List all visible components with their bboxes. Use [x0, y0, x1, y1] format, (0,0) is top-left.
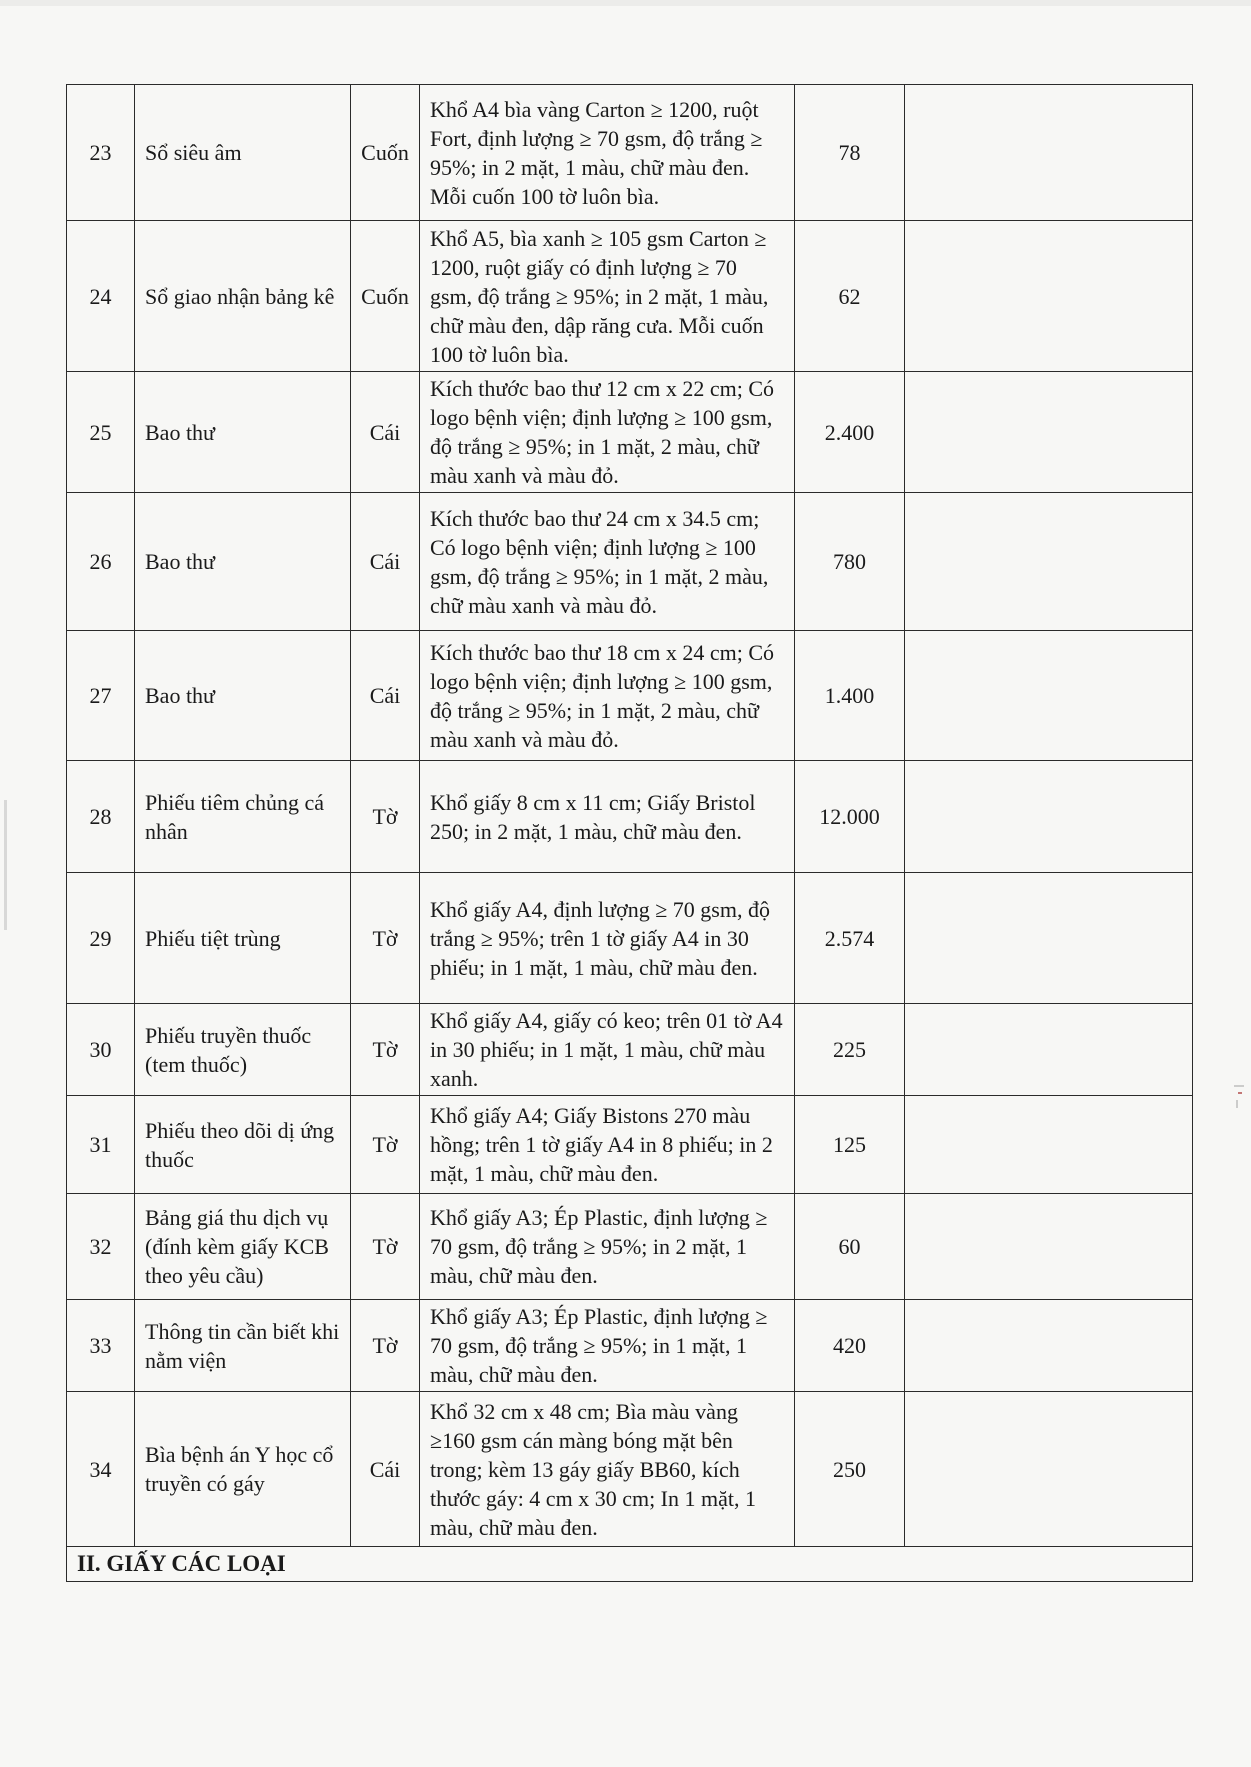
table-row	[67, 631, 1193, 761]
item-number: 32	[67, 1194, 135, 1300]
item-specification: Khổ giấy A4, định lượng ≥ 70 gsm, độ trắng ≥ 95%; trên 1 tờ giấy A4 in 30 phiếu; in 1 mặt, 1 màu, chữ màu đen.	[420, 873, 795, 1004]
item-unit: Cái	[351, 1392, 420, 1547]
section-row	[67, 1547, 1193, 1582]
table-row	[67, 493, 1193, 631]
item-specification: Khổ giấy A4; Giấy Bistons 270 màu hồng; trên 1 tờ giấy A4 in 8 phiếu; in 2 mặt, 1 màu, chữ màu đen.	[420, 1096, 795, 1194]
item-quantity: 2.400	[795, 372, 905, 493]
table-row	[67, 1300, 1193, 1392]
item-unit: Tờ	[351, 1004, 420, 1096]
item-name: Phiếu truyền thuốc (tem thuốc)	[135, 1004, 351, 1096]
item-quantity: 420	[795, 1300, 905, 1392]
item-unit: Tờ	[351, 873, 420, 1004]
item-unit: Cái	[351, 493, 420, 631]
item-name: Bao thư	[135, 631, 351, 761]
table-row	[67, 1194, 1193, 1300]
item-quantity: 62	[795, 221, 905, 372]
empty-cell	[905, 1194, 1193, 1300]
item-specification: Khổ giấy A3; Ép Plastic, định lượng ≥ 70 gsm, độ trắng ≥ 95%; in 1 mặt, 1 màu, chữ màu đen.	[420, 1300, 795, 1392]
supply-items-table	[66, 84, 1193, 1582]
table-row	[67, 1392, 1193, 1547]
item-specification: Khổ giấy 8 cm x 11 cm; Giấy Bristol 250; in 2 mặt, 1 màu, chữ màu đen.	[420, 761, 795, 873]
item-number: 25	[67, 372, 135, 493]
empty-cell	[905, 372, 1193, 493]
scan-artifact	[1238, 1092, 1242, 1094]
item-name: Sổ siêu âm	[135, 85, 351, 221]
empty-cell	[905, 873, 1193, 1004]
item-number: 30	[67, 1004, 135, 1096]
item-specification: Kích thước bao thư 24 cm x 34.5 cm; Có logo bệnh viện; định lượng ≥ 100 gsm, độ trắng ≥ 95%; in 1 mặt, 2 màu, chữ màu xanh và màu đỏ.	[420, 493, 795, 631]
empty-cell	[905, 1096, 1193, 1194]
item-unit: Cuốn	[351, 85, 420, 221]
item-name: Bảng giá thu dịch vụ (đính kèm giấy KCB theo yêu cầu)	[135, 1194, 351, 1300]
table-row	[67, 1004, 1193, 1096]
item-specification: Khổ A4 bìa vàng Carton ≥ 1200, ruột Fort, định lượng ≥ 70 gsm, độ trắng ≥ 95%; in 2 mặt, 1 màu, chữ màu đen. Mỗi cuốn 100 tờ luôn bìa.	[420, 85, 795, 221]
table-row	[67, 372, 1193, 493]
item-name: Bìa bệnh án Y học cổ truyền có gáy	[135, 1392, 351, 1547]
page-top-edge	[0, 0, 1251, 6]
empty-cell	[905, 631, 1193, 761]
item-unit: Tờ	[351, 1194, 420, 1300]
section-heading: II. GIẤY CÁC LOẠI	[67, 1547, 1193, 1582]
item-specification: Khổ A5, bìa xanh ≥ 105 gsm Carton ≥ 1200, ruột giấy có định lượng ≥ 70 gsm, độ trắng ≥ 95%; in 2 mặt, 1 màu, chữ màu đen, dập răng cưa. Mỗi cuốn 100 tờ luôn bìa.	[420, 221, 795, 372]
item-quantity: 225	[795, 1004, 905, 1096]
empty-cell	[905, 85, 1193, 221]
item-unit: Tờ	[351, 1096, 420, 1194]
empty-cell	[905, 1392, 1193, 1547]
item-specification: Kích thước bao thư 12 cm x 22 cm; Có logo bệnh viện; định lượng ≥ 100 gsm, độ trắng ≥ 95%; in 1 mặt, 2 màu, chữ màu xanh và màu đỏ.	[420, 372, 795, 493]
empty-cell	[905, 1004, 1193, 1096]
item-quantity: 250	[795, 1392, 905, 1547]
item-name: Phiếu theo dõi dị ứng thuốc	[135, 1096, 351, 1194]
item-name: Sổ giao nhận bảng kê	[135, 221, 351, 372]
item-unit: Cuốn	[351, 221, 420, 372]
item-name: Phiếu tiêm chủng cá nhân	[135, 761, 351, 873]
scan-artifact	[1236, 1100, 1238, 1108]
item-number: 23	[67, 85, 135, 221]
table-row	[67, 1096, 1193, 1194]
item-quantity: 2.574	[795, 873, 905, 1004]
item-specification: Khổ giấy A3; Ép Plastic, định lượng ≥ 70 gsm, độ trắng ≥ 95%; in 2 mặt, 1 màu, chữ màu đen.	[420, 1194, 795, 1300]
table-row	[67, 221, 1193, 372]
scan-artifact	[4, 800, 7, 930]
item-number: 27	[67, 631, 135, 761]
item-name: Phiếu tiệt trùng	[135, 873, 351, 1004]
empty-cell	[905, 1300, 1193, 1392]
item-number: 28	[67, 761, 135, 873]
item-specification: Khổ 32 cm x 48 cm; Bìa màu vàng ≥160 gsm cán màng bóng mặt bên trong; kèm 13 gáy giấy BB60, kích thước gáy: 4 cm x 30 cm; In 1 mặt, 1 màu, chữ màu đen.	[420, 1392, 795, 1547]
item-quantity: 1.400	[795, 631, 905, 761]
item-number: 29	[67, 873, 135, 1004]
item-unit: Tờ	[351, 761, 420, 873]
item-unit: Tờ	[351, 1300, 420, 1392]
table-row	[67, 873, 1193, 1004]
item-number: 26	[67, 493, 135, 631]
item-quantity: 12.000	[795, 761, 905, 873]
item-name: Bao thư	[135, 493, 351, 631]
item-number: 33	[67, 1300, 135, 1392]
table-row	[67, 85, 1193, 221]
item-number: 31	[67, 1096, 135, 1194]
item-specification: Kích thước bao thư 18 cm x 24 cm; Có logo bệnh viện; định lượng ≥ 100 gsm, độ trắng ≥ 95%; in 1 mặt, 2 màu, chữ màu xanh và màu đỏ.	[420, 631, 795, 761]
item-number: 34	[67, 1392, 135, 1547]
item-quantity: 780	[795, 493, 905, 631]
item-unit: Cái	[351, 372, 420, 493]
item-specification: Khổ giấy A4, giấy có keo; trên 01 tờ A4 in 30 phiếu; in 1 mặt, 1 màu, chữ màu xanh.	[420, 1004, 795, 1096]
item-quantity: 78	[795, 85, 905, 221]
table-row	[67, 761, 1193, 873]
item-number: 24	[67, 221, 135, 372]
empty-cell	[905, 221, 1193, 372]
item-quantity: 125	[795, 1096, 905, 1194]
scan-artifact	[1234, 1085, 1244, 1087]
empty-cell	[905, 761, 1193, 873]
item-name: Thông tin cần biết khi nằm viện	[135, 1300, 351, 1392]
empty-cell	[905, 493, 1193, 631]
item-quantity: 60	[795, 1194, 905, 1300]
item-name: Bao thư	[135, 372, 351, 493]
item-unit: Cái	[351, 631, 420, 761]
